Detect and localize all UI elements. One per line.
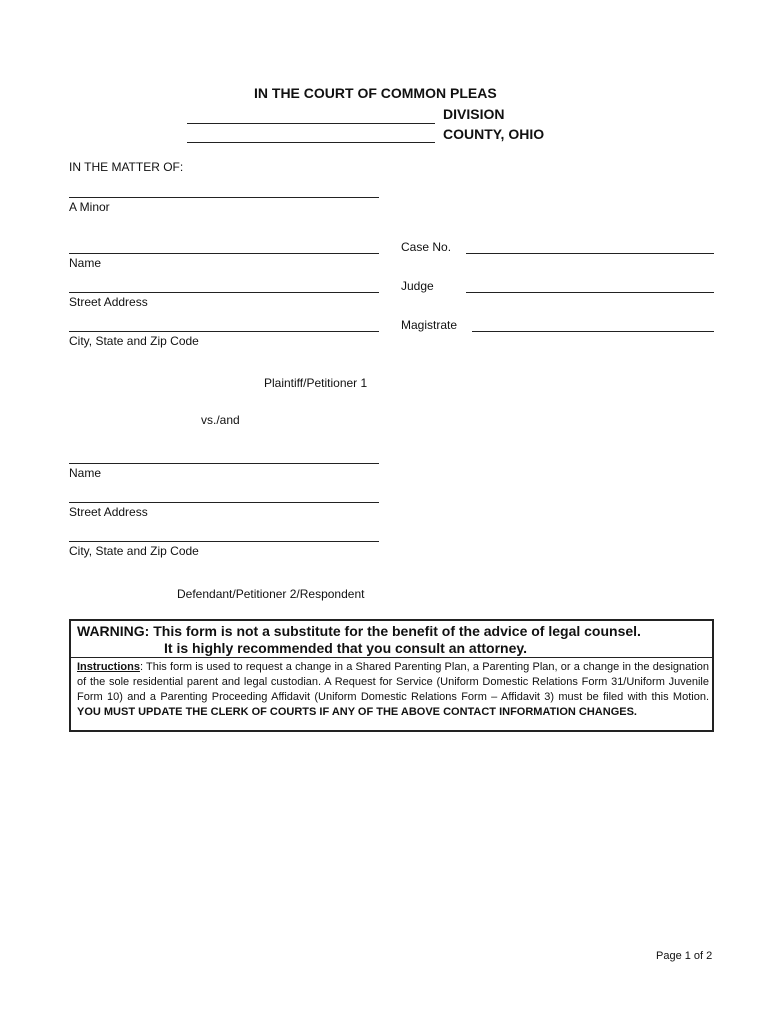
instructions-text xyxy=(77,660,709,720)
page-number: Page 1 of 2 xyxy=(656,950,713,962)
defendant-street-line[interactable] xyxy=(69,502,379,503)
matter-heading: IN THE MATTER OF: xyxy=(69,160,184,174)
minor-name-line[interactable] xyxy=(69,197,379,198)
plaintiff-city-line[interactable] xyxy=(69,331,379,332)
plaintiff-role: Plaintiff/Petitioner 1 xyxy=(264,376,368,390)
defendant-city-line[interactable] xyxy=(69,541,379,542)
division-label: DIVISION xyxy=(443,106,505,122)
court-title: IN THE COURT OF COMMON PLEAS xyxy=(254,85,497,101)
defendant-name-line[interactable] xyxy=(69,463,379,464)
warning-header xyxy=(71,621,712,658)
case-no-label: Case No. xyxy=(401,240,452,254)
division-line[interactable] xyxy=(187,123,435,124)
instructions-body: : This form is used to request a change in a Shared Parenting Plan, a Parenting Plan, or a change in the designation of the sole residential parent and legal custodian. A Request for Service (Uniform Domestic Relations Form 31/Uniform Juvenile Form 10) and a Parenting Proceeding Affidavit (Uniform Domestic Relations Form – Affidavit 3) must be filed with this Motion. xyxy=(77,661,709,703)
defendant-street-label: Street Address xyxy=(69,505,148,519)
instructions-label: Instructions xyxy=(77,661,140,673)
defendant-role: Defendant/Petitioner 2/Respondent xyxy=(177,587,365,601)
plaintiff-name-line[interactable] xyxy=(69,253,379,254)
minor-label: A Minor xyxy=(69,200,110,214)
plaintiff-city-label: City, State and Zip Code xyxy=(69,334,199,348)
plaintiff-street-line[interactable] xyxy=(69,292,379,293)
magistrate-label: Magistrate xyxy=(401,318,458,332)
warning-line-2: It is highly recommended that you consult an attorney. xyxy=(164,640,528,656)
judge-label: Judge xyxy=(401,279,434,293)
judge-line[interactable] xyxy=(466,292,714,293)
county-line[interactable] xyxy=(187,142,435,143)
case-no-line[interactable] xyxy=(466,253,714,254)
versus-label: vs./and xyxy=(201,413,240,427)
plaintiff-name-label: Name xyxy=(69,256,102,270)
warning-line-1: WARNING: This form is not a substitute for the benefit of the advice of legal counsel. xyxy=(77,623,641,639)
defendant-name-label: Name xyxy=(69,466,102,480)
plaintiff-street-label: Street Address xyxy=(69,295,148,309)
magistrate-line[interactable] xyxy=(472,331,714,332)
instructions-emphasis: YOU MUST UPDATE THE CLERK OF COURTS IF ANY OF THE ABOVE CONTACT INFORMATION CHANGES. xyxy=(77,706,637,718)
warning-box xyxy=(69,619,714,732)
defendant-city-label: City, State and Zip Code xyxy=(69,544,199,558)
county-label: COUNTY, OHIO xyxy=(443,126,545,142)
